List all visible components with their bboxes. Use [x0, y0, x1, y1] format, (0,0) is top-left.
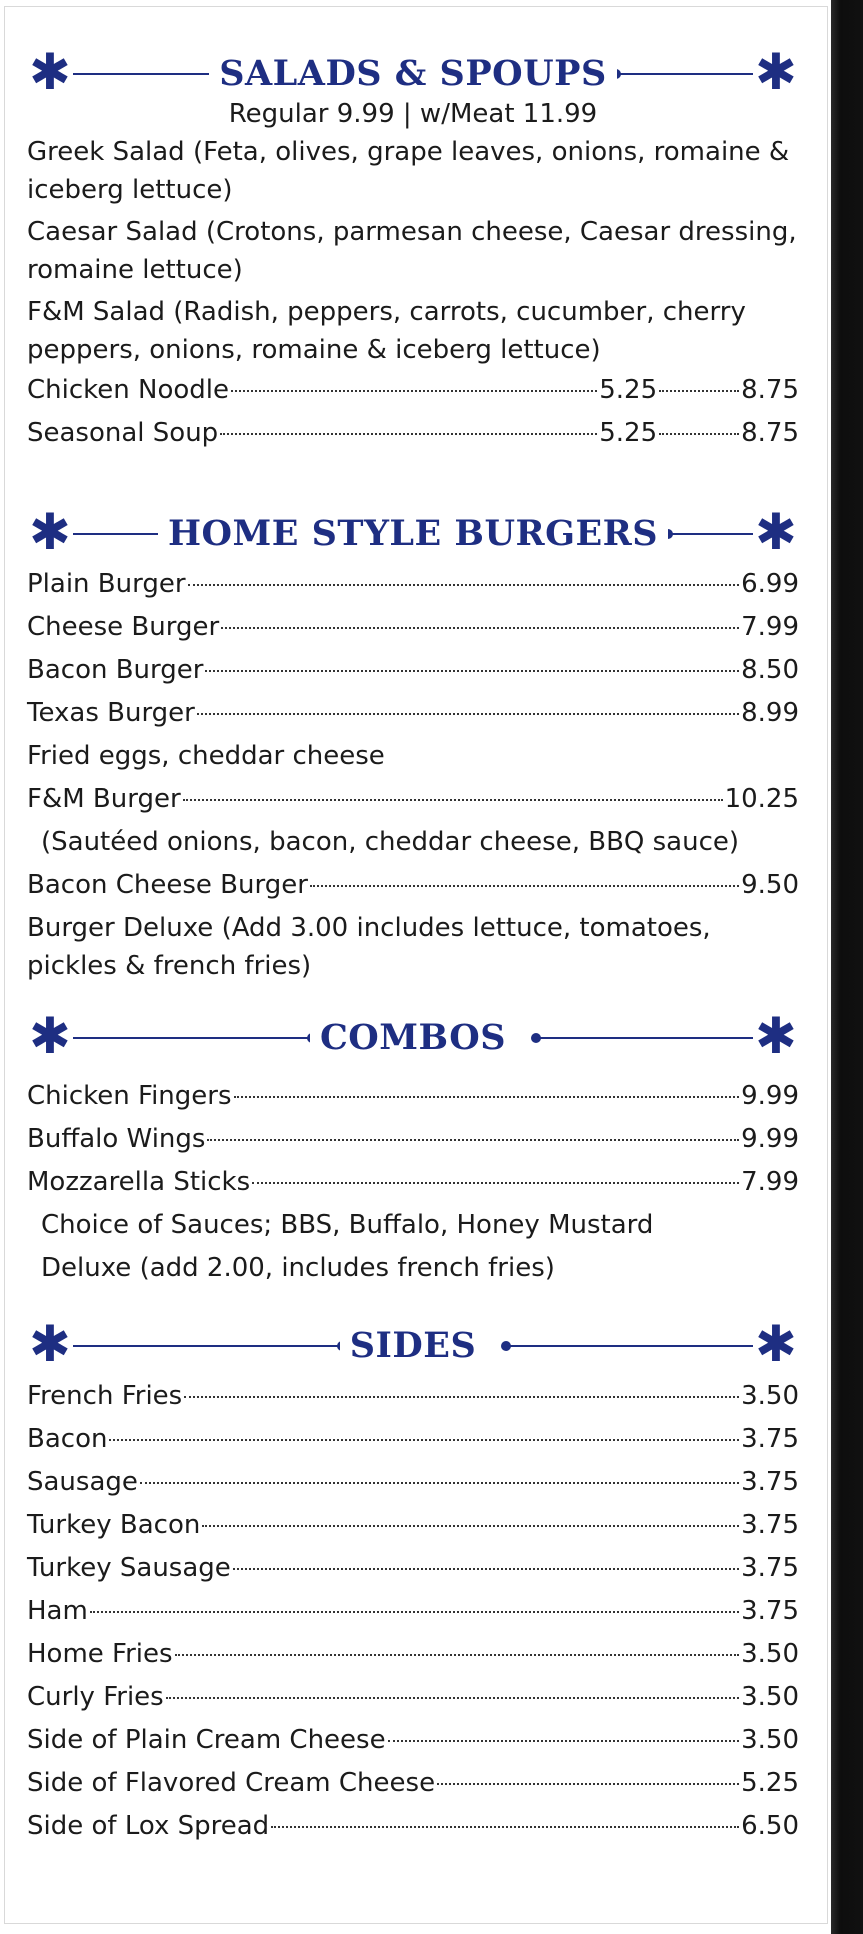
menu-item-name: Sausage	[27, 1467, 138, 1497]
menu-item-price: 8.50	[741, 655, 799, 685]
asterisk-flower-icon: ✱	[29, 503, 71, 561]
dot-leader	[109, 1439, 739, 1441]
dot-leader	[207, 1139, 739, 1141]
dot-leader	[166, 1697, 739, 1699]
menu-item-price: 9.50	[741, 870, 799, 900]
menu-item-name: Seasonal Soup	[27, 418, 219, 448]
menu-item-price: 3.75	[741, 1467, 799, 1497]
section-header	[27, 503, 799, 563]
menu-item-name: Ham	[27, 1596, 88, 1626]
section-title: SIDES	[27, 1325, 799, 1367]
menu-item-note: Deluxe (add 2.00, includes french fries)	[41, 1253, 555, 1283]
menu-item-name: Side of Flavored Cream Cheese	[27, 1768, 436, 1798]
menu-item-price: 6.50	[741, 1811, 799, 1841]
menu-item-price: 8.75	[741, 418, 799, 448]
menu-item-description: Greek Salad (Feta, olives, grape leaves, onions, romaine & iceberg lettuce)	[27, 137, 790, 205]
menu-item-row	[27, 1547, 799, 1590]
menu-item-name: Turkey Sausage	[27, 1553, 231, 1583]
section-burgers	[27, 503, 799, 985]
menu-item-row	[27, 1161, 799, 1204]
menu-item-name: Turkey Bacon	[27, 1510, 201, 1540]
dot-leader	[221, 627, 739, 629]
menu-item-name: Plain Burger	[27, 569, 186, 599]
menu-item-row	[27, 563, 799, 606]
menu-item-price: 3.50	[741, 1725, 799, 1755]
section-title: SALADS & SPOUPS	[27, 53, 799, 95]
dot-leader	[202, 1525, 739, 1527]
menu-item-price: 7.99	[741, 612, 799, 642]
section-subtitle: Regular 9.99 | w/Meat 11.99	[228, 99, 598, 129]
menu-item-description: Caesar Salad (Crotons, parmesan cheese, Caesar dressing, romaine lettuce)	[27, 217, 797, 285]
menu-item-name: Side of Lox Spread	[27, 1811, 270, 1841]
dot-leader	[184, 1396, 739, 1398]
dot-leader	[252, 1182, 739, 1184]
menu-item-name: Texas Burger	[27, 698, 195, 728]
menu-item-row	[27, 606, 799, 649]
dot-leader	[271, 1826, 739, 1828]
menu-item-price: 3.50	[741, 1381, 799, 1411]
menu-item-name: Bacon Cheese Burger	[27, 870, 308, 900]
section-header	[27, 43, 799, 103]
dot-leader	[234, 1096, 740, 1098]
menu-item-row	[27, 1762, 799, 1805]
menu-item-note: Fried eggs, cheddar cheese	[27, 741, 385, 771]
menu-item-price: 5.25	[599, 418, 658, 448]
menu-item-row	[27, 864, 799, 907]
dot-leader	[183, 799, 723, 801]
section-combos	[27, 1007, 799, 1290]
menu-item-name: Curly Fries	[27, 1682, 164, 1712]
menu-item-name: Cheese Burger	[27, 612, 220, 642]
menu-item-price: 9.99	[741, 1081, 799, 1111]
menu-item-row	[27, 412, 799, 455]
menu-item-row	[27, 1375, 799, 1418]
menu-item-name: Chicken Noodle	[27, 375, 230, 405]
menu-item-price: 3.50	[741, 1639, 799, 1669]
menu-item-note: Choice of Sauces; BBS, Buffalo, Honey Mustard	[41, 1210, 654, 1240]
menu-item-name: French Fries	[27, 1381, 183, 1411]
menu-item-price: 3.75	[741, 1424, 799, 1454]
section-sides	[27, 1315, 799, 1848]
dot-leader	[188, 584, 740, 586]
dot-leader	[231, 390, 597, 392]
dot-leader	[233, 1568, 739, 1570]
menu-item-name: Mozzarella Sticks	[27, 1167, 251, 1197]
menu-item-row	[27, 692, 799, 735]
section-header	[27, 1315, 799, 1375]
dot-leader	[220, 433, 597, 435]
menu-item-row	[27, 1075, 799, 1118]
section-title: HOME STYLE BURGERS	[27, 513, 799, 555]
dot-leader	[197, 713, 739, 715]
menu-item-row	[27, 1590, 799, 1633]
dot-leader	[437, 1783, 739, 1785]
menu-item-description: F&M Salad (Radish, peppers, carrots, cucumber, cherry peppers, onions, romaine & iceberg lettuce)	[27, 297, 746, 365]
menu-item-row	[27, 1805, 799, 1848]
menu-item-price: 6.99	[741, 569, 799, 599]
menu-item-note: (Sautéed onions, bacon, cheddar cheese, BBQ sauce)	[41, 827, 740, 857]
menu-item-price: 3.50	[741, 1682, 799, 1712]
sides-list	[27, 1375, 799, 1848]
menu-item-price: 3.75	[741, 1553, 799, 1583]
asterisk-flower-icon: ✱	[29, 1315, 71, 1373]
menu-item-price: 3.75	[741, 1510, 799, 1540]
menu-item-row	[27, 369, 799, 412]
menu-item-row	[27, 1633, 799, 1676]
menu-item-price: 3.75	[741, 1596, 799, 1626]
asterisk-flower-icon: ✱	[755, 503, 797, 561]
menu-item-name: F&M Burger	[27, 784, 181, 814]
menu-item-row	[27, 1676, 799, 1719]
section-title: COMBOS	[27, 1017, 799, 1059]
menu-item-description: Burger Deluxe (Add 3.00 includes lettuce, tomatoes, pickles & french fries)	[27, 913, 711, 981]
menu-item-name: Bacon	[27, 1424, 108, 1454]
menu-item-price: 5.25	[741, 1768, 799, 1798]
menu-item-price: 9.99	[741, 1124, 799, 1154]
menu-item-row	[27, 778, 799, 821]
menu-item-name: Buffalo Wings	[27, 1124, 206, 1154]
dot-leader	[388, 1740, 740, 1742]
menu-card	[4, 6, 828, 1924]
dot-leader	[90, 1611, 739, 1613]
menu-item-row	[27, 1118, 799, 1161]
asterisk-flower-icon: ✱	[29, 43, 71, 101]
dot-leader	[175, 1654, 740, 1656]
menu-item-price: 7.99	[741, 1167, 799, 1197]
menu-item-name: Bacon Burger	[27, 655, 204, 685]
menu-item-row	[27, 1418, 799, 1461]
dot-leader	[205, 670, 739, 672]
asterisk-flower-icon: ✱	[755, 1007, 797, 1065]
section-header	[27, 1007, 799, 1067]
asterisk-flower-icon: ✱	[755, 1315, 797, 1373]
menu-item-row	[27, 1719, 799, 1762]
menu-item-price: 10.25	[724, 784, 799, 814]
menu-item-price: 8.75	[741, 375, 799, 405]
menu-item-name: Chicken Fingers	[27, 1081, 232, 1111]
menu-item-price: 8.99	[741, 698, 799, 728]
dot-leader	[310, 885, 739, 887]
menu-item-row	[27, 1461, 799, 1504]
section-salads-soups	[27, 43, 799, 455]
menu-item-name: Side of Plain Cream Cheese	[27, 1725, 386, 1755]
menu-item-row	[27, 1504, 799, 1547]
dot-leader	[140, 1482, 739, 1484]
dot-leader	[659, 433, 739, 435]
menu-item-row	[27, 649, 799, 692]
menu-item-name: Home Fries	[27, 1639, 173, 1669]
page-edge-shadow	[831, 0, 863, 1934]
dot-leader	[659, 390, 739, 392]
asterisk-flower-icon: ✱	[755, 43, 797, 101]
menu-item-price: 5.25	[599, 375, 658, 405]
asterisk-flower-icon: ✱	[29, 1007, 71, 1065]
